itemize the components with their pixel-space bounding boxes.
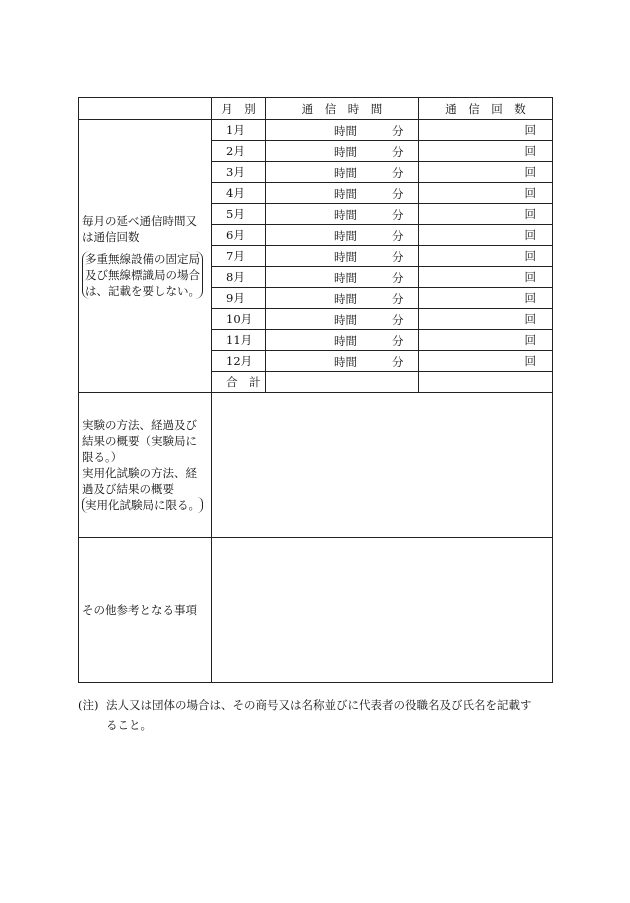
experiment-label-line2: 結果の概要（実験局に — [82, 434, 197, 448]
time-cell[interactable] — [266, 267, 419, 288]
hours-unit: 時間 — [334, 145, 357, 159]
month-cell: 10月 — [212, 309, 266, 330]
other-label: その他参考となる事項 — [79, 538, 212, 683]
experiment-label-cell — [79, 393, 212, 538]
hours-unit: 時間 — [334, 124, 357, 138]
count-cell[interactable]: 回 — [419, 204, 553, 225]
minutes-unit: 分 — [392, 313, 404, 327]
monthly-label-line2: は通信回数 — [82, 230, 140, 244]
minutes-unit: 分 — [392, 250, 404, 264]
month-cell: 5月 — [212, 204, 266, 225]
experiment-row — [79, 393, 553, 538]
minutes-unit: 分 — [392, 229, 404, 243]
hours-unit: 時間 — [334, 187, 357, 201]
month-cell: 4月 — [212, 183, 266, 204]
header-month: 月 別 — [212, 98, 266, 120]
month-cell: 3月 — [212, 162, 266, 183]
header-blank — [79, 98, 212, 120]
other-content-cell[interactable] — [212, 538, 553, 683]
footnote-line1: 法人又は団体の場合は、その商号又は名称並びに代表者の役職名及び氏名を記載す — [106, 698, 532, 712]
header-row — [79, 98, 553, 120]
experiment-label-paren: 実用化試験局に限る。 — [82, 497, 203, 513]
time-cell[interactable] — [266, 120, 419, 141]
count-cell[interactable]: 回 — [419, 246, 553, 267]
experiment-label-line3: 限る。） — [82, 450, 123, 464]
hours-unit: 時間 — [334, 250, 357, 264]
hours-unit: 時間 — [334, 229, 357, 243]
minutes-unit: 分 — [392, 124, 404, 138]
footnote-mark: (注) — [78, 698, 99, 712]
header-time: 通 信 時 間 — [266, 98, 419, 120]
month-cell: 2月 — [212, 141, 266, 162]
hours-unit: 時間 — [334, 355, 357, 369]
count-cell[interactable]: 回 — [419, 267, 553, 288]
footnote — [78, 695, 558, 735]
time-cell[interactable] — [266, 309, 419, 330]
monthly-paren-line1: 多重無線設備の固定局 — [85, 252, 200, 266]
time-cell[interactable] — [266, 141, 419, 162]
month-cell: 8月 — [212, 267, 266, 288]
minutes-unit: 分 — [392, 271, 404, 285]
month-cell: 7月 — [212, 246, 266, 267]
experiment-content-cell[interactable] — [212, 393, 553, 538]
hours-unit: 時間 — [334, 166, 357, 180]
time-cell[interactable] — [266, 162, 419, 183]
month-cell: 11月 — [212, 330, 266, 351]
hours-unit: 時間 — [334, 271, 357, 285]
month-cell: 9月 — [212, 288, 266, 309]
hours-unit: 時間 — [334, 313, 357, 327]
monthly-label-line1: 毎月の延べ通信時間又 — [82, 214, 197, 228]
hours-unit: 時間 — [334, 334, 357, 348]
experiment-label-line4: 実用化試験の方法、経 — [82, 466, 197, 480]
hours-unit: 時間 — [334, 208, 357, 222]
monthly-paren-line2: 及び無線標識局の場合 — [85, 268, 200, 282]
month-cell: 6月 — [212, 225, 266, 246]
report-form-table — [78, 97, 553, 683]
minutes-unit: 分 — [392, 355, 404, 369]
footnote-line2: ること。 — [106, 718, 152, 732]
month-cell: 12月 — [212, 351, 266, 372]
experiment-label-line1: 実験の方法、経過及び — [82, 418, 197, 432]
minutes-unit: 分 — [392, 166, 404, 180]
time-cell[interactable] — [266, 204, 419, 225]
minutes-unit: 分 — [392, 187, 404, 201]
monthly-label-cell — [79, 120, 212, 393]
time-cell[interactable] — [266, 225, 419, 246]
count-cell[interactable]: 回 — [419, 225, 553, 246]
total-time-cell[interactable] — [266, 372, 419, 393]
time-cell[interactable] — [266, 183, 419, 204]
hours-unit: 時間 — [334, 292, 357, 306]
minutes-unit: 分 — [392, 292, 404, 306]
count-cell[interactable]: 回 — [419, 330, 553, 351]
count-cell[interactable]: 回 — [419, 351, 553, 372]
experiment-label-line5: 過及び結果の概要 — [82, 482, 174, 496]
time-cell[interactable] — [266, 288, 419, 309]
other-row — [79, 538, 553, 683]
monthly-label-paren — [82, 251, 203, 299]
header-count: 通 信 回 数 — [419, 98, 553, 120]
count-cell[interactable]: 回 — [419, 183, 553, 204]
time-cell[interactable] — [266, 246, 419, 267]
count-cell[interactable]: 回 — [419, 141, 553, 162]
minutes-unit: 分 — [392, 145, 404, 159]
total-label: 合 計 — [212, 372, 266, 393]
minutes-unit: 分 — [392, 208, 404, 222]
monthly-paren-line3: は、記載を要しない。 — [85, 284, 200, 298]
count-cell[interactable]: 回 — [419, 162, 553, 183]
count-cell[interactable]: 回 — [419, 288, 553, 309]
minutes-unit: 分 — [392, 334, 404, 348]
total-count-cell[interactable] — [419, 372, 553, 393]
time-cell[interactable] — [266, 351, 419, 372]
count-cell[interactable]: 回 — [419, 309, 553, 330]
month-cell: 1月 — [212, 120, 266, 141]
month-row — [79, 120, 553, 141]
count-cell[interactable]: 回 — [419, 120, 553, 141]
time-cell[interactable] — [266, 330, 419, 351]
